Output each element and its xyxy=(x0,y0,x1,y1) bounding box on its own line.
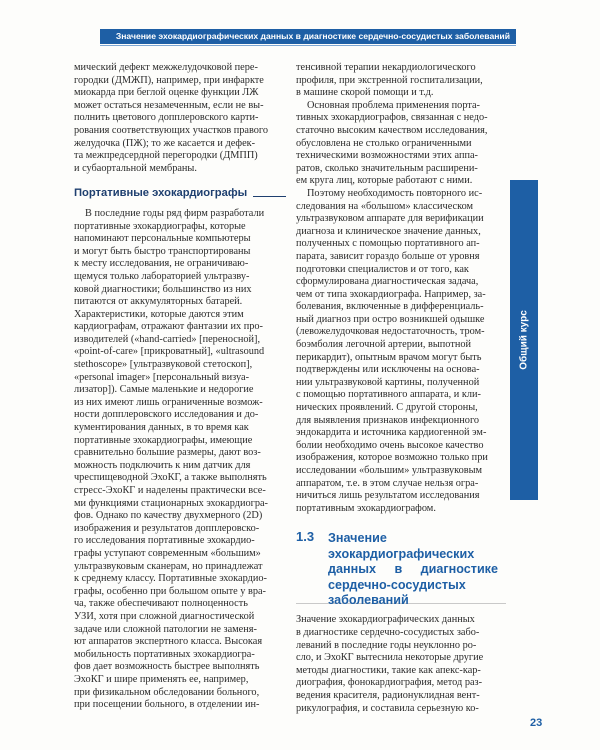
text-line: чем от типа эхокардиографа. Например, за- xyxy=(296,288,486,300)
text-line: сравнительно большие размеры, дают воз- xyxy=(74,447,261,459)
intro-paragraph xyxy=(74,62,286,175)
text-line: портативные эхокардиографы, имеющие xyxy=(74,434,253,446)
text-line: к среднему классу. Портативные эхокардио- xyxy=(74,573,267,585)
text-line: кардиографам, отражают фантазии их про- xyxy=(74,321,263,333)
text-line: ультразвуковым сканерам, но принадлежат xyxy=(74,560,263,572)
text-line: исследовании «большим» ультразвуковым xyxy=(296,465,483,476)
text-line: «personal imager» [персональный визуа- xyxy=(74,371,250,383)
text-line: перикардит), опытным врачом могут быть xyxy=(296,351,482,363)
text-line: при физикальном обследовании больного, xyxy=(74,686,260,698)
chapter-heading xyxy=(296,529,506,608)
text-line: в машине скорой помощи и т.д. xyxy=(296,87,434,99)
chapter-body-paragraph xyxy=(296,614,506,715)
text-line: изображения, которое возможно только при xyxy=(296,452,488,464)
text-line: можность подключить к ним датчик для xyxy=(74,459,251,471)
text-line: графы, особенно при большом опыте у вра- xyxy=(74,585,266,597)
left-column xyxy=(74,62,286,712)
text-line: и могут быть быстро транспортированы xyxy=(74,245,251,257)
running-header: Значение эхокардиографических данных в диагностике сердечно-сосудистых заболеваний xyxy=(100,29,516,44)
text-line: рования соответствующих участков правого xyxy=(74,124,269,136)
text-line: «point-of-care» [прикроватный], «ultrasound xyxy=(74,346,265,358)
text-line: ковой диагностики; большинство из них xyxy=(74,283,252,295)
text-line: для выявления признаков инфекционного xyxy=(296,414,480,426)
text-line: нии ультразвуковой картины, полученной xyxy=(296,376,480,388)
text-line: и субаортальной мембраны. xyxy=(74,162,197,174)
text-line: стресс-ЭхоКГ и наделены практически все- xyxy=(74,485,266,496)
text-line: ют аппаратов экспертного класса. Высокая xyxy=(74,636,263,648)
text-line: диография, фонокардиография, метод раз- xyxy=(296,677,483,689)
text-line: ный диагноз при остро возникшей одышке xyxy=(296,313,485,325)
text-line: ведения красителя, радионуклидная вент- xyxy=(296,689,480,701)
text-line: задаче или сложной патологии не заменя- xyxy=(74,623,257,635)
text-line: нических проявлений. С другой стороны, xyxy=(296,402,478,414)
section-heading xyxy=(74,187,286,200)
text-line: к месту исследования, не ограничиваю- xyxy=(74,258,249,270)
text-line: ЭхоКГ и шире применять ее, например, xyxy=(74,673,249,685)
text-line: ем круга лиц, которые работают с ними. xyxy=(296,175,473,187)
text-line: Основная проблема применения порта- xyxy=(307,99,480,111)
chapter-number: 1.3 xyxy=(296,529,315,545)
text-line: лизатор]). Самые маленькие и недорогие xyxy=(74,384,254,396)
text-line: обусловлена не столько ограниченными xyxy=(296,137,472,149)
text-line: в диагностике сердечно-сосудистых забо- xyxy=(296,626,480,638)
text-line: полученных с помощью портативного ап- xyxy=(296,238,480,250)
chapter-title: Значение эхокардиографических данных в диагностике сердечно-сосудистых заболеваний xyxy=(328,531,498,608)
text-line: сло, и ЭхоКГ вытеснила некоторые другие xyxy=(296,652,484,664)
text-line: го исследования портативные эхокардио- xyxy=(74,535,255,547)
text-line: щемуся только лабораторией ультразву- xyxy=(74,270,250,282)
text-line: Поэтому необходимость повторного ис- xyxy=(307,187,483,199)
text-line: аппаратом, т.е. в этом случае нельзя огра- xyxy=(296,477,479,489)
text-line: профиля, при экстренной госпитализации, xyxy=(296,74,483,86)
text-line: болевания, включенные в дифференциаль- xyxy=(296,301,484,313)
text-line: методы диагностики, такие как апекс-кар- xyxy=(296,664,481,676)
page-number: 23 xyxy=(530,717,543,729)
portable-echo-paragraph xyxy=(74,208,286,712)
text-line: парата, зависит гораздо больше от уровня xyxy=(296,250,480,262)
text-line: УЗИ, хотя при сложной диагностической xyxy=(74,610,255,622)
continuation-paragraphs xyxy=(296,62,506,515)
text-line: леваний в последние годы неуклонно ро- xyxy=(296,639,477,651)
text-line: подготовки специалистов и от того, как xyxy=(296,263,469,275)
side-tab-label: Общий курс xyxy=(518,310,530,370)
text-line: тивных эхокардиографов, связанная с недо- xyxy=(296,112,488,124)
text-line: ча, также обеспечивают полноценность xyxy=(74,598,248,610)
text-line: питаются от аккумуляторных батарей. xyxy=(74,296,243,308)
text-line: изводителей («hand-carried» [переносной], xyxy=(74,333,261,345)
text-line: ратов, сколько значительным расширени- xyxy=(296,162,478,174)
text-line: городки (ДМЖП), например, при инфаркте xyxy=(74,74,264,86)
text-line: фов. Однако по качеству двухмерного (2D) xyxy=(74,510,263,522)
text-line: рикулография, и составила серьезную ко- xyxy=(296,702,479,714)
text-line: миокарда при беглой оценке функции ЛЖ xyxy=(74,87,259,99)
text-line: изображения и результатов допплеровско- xyxy=(74,522,260,534)
text-line: боэмболия легочной артерии, выпотной xyxy=(296,339,471,351)
text-line: напоминают персональные компьютеры xyxy=(74,233,251,245)
text-line: ультразвуковом аппарате для верификации xyxy=(296,213,484,225)
text-line: полнить цветового допплеровского карти- xyxy=(74,112,259,124)
right-column xyxy=(296,62,506,715)
text-line: сформулирована диагностическая задача, xyxy=(296,276,479,288)
text-line: ности допплеровского исследования и до- xyxy=(74,409,259,421)
text-line: портативным эхокардиографом. xyxy=(296,502,436,514)
text-line: статочно высоким качеством исследования, xyxy=(296,124,488,136)
text-line: желудочка (ПЖ); то же касается и дефек- xyxy=(74,137,256,149)
text-line: следования на «большом» классическом xyxy=(296,200,474,212)
text-line: портативные эхокардиографы, которые xyxy=(74,220,246,232)
text-line: при посещении больного, в отделении ин- xyxy=(74,699,260,711)
text-line: (левожелудочковая недостаточность, тром- xyxy=(296,326,485,338)
text-line: тенсивной терапии некардиологического xyxy=(296,62,476,73)
text-line: мический дефект межжелудочковой пере- xyxy=(74,62,258,73)
text-line: может остаться незамеченным, если не вы- xyxy=(74,99,264,111)
text-line: ми функциями стационарных эхокардиогра- xyxy=(74,497,268,509)
text-line: чреспищеводной ЭхоКГ, а также выполнять xyxy=(74,472,267,484)
text-line: Характеристики, которые даются этим xyxy=(74,308,244,320)
text-line: кументирования данных, в то время как xyxy=(74,422,249,434)
text-line: из них имеют лишь ограниченные возмож- xyxy=(74,396,263,408)
text-line: графы уступают современным «большим» xyxy=(74,547,261,559)
text-line: подтверждены или исключены на основа- xyxy=(296,364,480,376)
text-line: техническими возможностями этих аппа- xyxy=(296,150,478,162)
text-line: эндокардита и источника кардиогенной эм- xyxy=(296,427,487,439)
header-rule xyxy=(100,45,516,46)
text-line: ничиться лишь результатом исследования xyxy=(296,490,480,502)
text-line: stethoscope» [ультразвуковой стетоскоп], xyxy=(74,359,253,371)
text-line: диагноза и клиническое значение данных, xyxy=(296,225,481,237)
text-line: мобильность портативных эхокардиогра- xyxy=(74,648,255,660)
text-line: Значение эхокардиографических данных xyxy=(296,614,475,626)
text-line: В последние годы ряд фирм разработали xyxy=(85,207,265,219)
text-line: болии необходимо очень высокое качество xyxy=(296,439,484,451)
text-line: фов дает возможность быстрее выполнять xyxy=(74,661,260,673)
side-tab xyxy=(510,180,538,500)
text-line: с помощью портативного аппарата, и кли- xyxy=(296,389,481,401)
section-heading-text: Портативные эхокардиографы xyxy=(74,187,248,200)
text-line: та межпредсердной перегородки (ДМПП) xyxy=(74,150,258,162)
